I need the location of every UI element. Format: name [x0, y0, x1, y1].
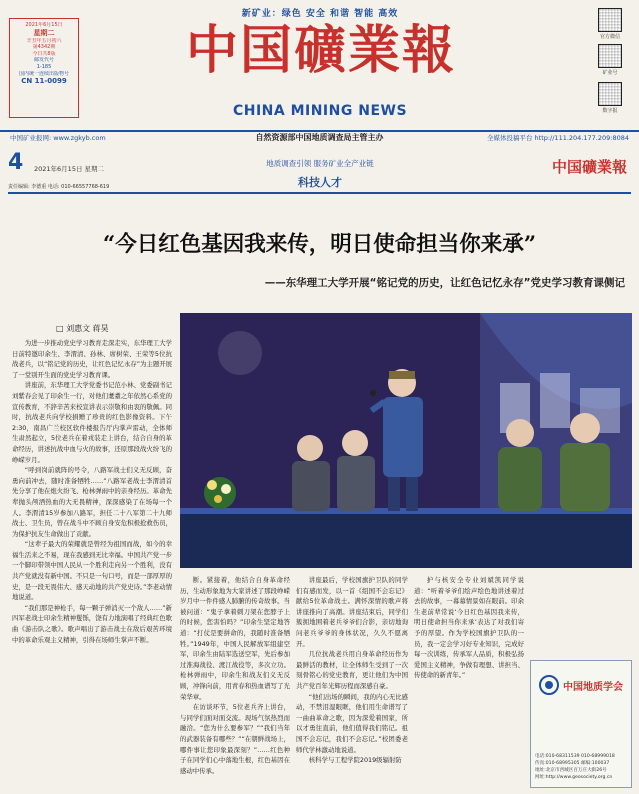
veterans-stage-photo-illustration: [180, 313, 632, 568]
article-column-1: [12, 338, 172, 790]
paragraph: 核科学与工程学院2019级辐射防: [308, 756, 402, 765]
paragraph: 讲座最后，学校国旗护卫队的同学们有感而发，以一首《组国不会忘记》献给5位革命战士。满怀深情的歌声将讲座推向了高潮。讲座结束后，同学们簇拥地围着老兵爷爷们合影，亲切地询问老兵爷爷的身体状况，久久不愿离开。: [296, 576, 408, 648]
qr-label-app: 矿业号: [602, 70, 618, 76]
article-subheadline: ——东华理工大学开展“铭记党的历史，让红色记忆永存”党史学习教育课侧记: [264, 277, 625, 289]
serial-number: CN 11-0099: [21, 77, 67, 86]
web-info-bar: [0, 130, 639, 144]
article-byline: □ 刘惠文 蒋昊: [56, 324, 109, 333]
page-date: 2021年6月15日 星期二: [34, 165, 105, 173]
ad-contact-info: [535, 753, 631, 781]
issue-lunar-date: 辛丑年五月初六: [26, 37, 62, 44]
paragraph: “我们那是神枪手，每一颗子弹消灭一个敌人……”新四军老战士印余生精神矍铄，饶有力地演唱了经典红色歌曲《游击队之歌》。歌声唱出了游击战士在敌后艰苦环境中的革命乐观主义精神，引得在场师生掌声不断。: [12, 603, 172, 644]
small-logo: 中国礦業報: [551, 158, 627, 176]
website-link[interactable]: 中国矿业报网: www.zgkyb.com: [10, 134, 106, 142]
paragraph: 断。紧接着，他结合自身革命经历，生动形象地为大家讲述了那段峥嵘岁月中一件件感人肺腑的传奇故事。当被问道：“鬼子拿着刺刀架在您脖子上的时候，您害怕吗？”印余生坚定地答道：“打仗是要拼命的，我随时准备牺牲。”1949年，中国人民解放军组建空军，印余生由陆军选送空军，先后参加过淮海战役、渡江战役等，多次立功。枪林弹雨中，印余生和战友们义无反顾，冲锋向前，用青春和热血谱写了光荣华章。: [180, 576, 290, 701]
article-column-2: [180, 575, 290, 790]
ad-address: 地址:北京市西城区百万庄大街26号: [535, 768, 607, 773]
paragraph: 护与核安全专业刘斌凯同学说道：“听着爷爷们绘声绘色地讲述着过去的故事，一幕幕情景如在眼前。印余生老前辈常说‘今日红色基因我来传，明日使命担当你来承’表达了对我们寄予的厚望。作为学校国旗护卫队的一员，我一定会学习好专业知识，完成好每一次训练，传承军人品质，积极弘扬爱国主义精神，争做有理想、讲担当、传使命的新青年。”: [414, 576, 524, 680]
society-logo-icon: [539, 675, 559, 695]
paragraph: “这辈子最大的荣耀就是曾经为祖国而战，如今的幸福生活来之不易，现在我感到无比幸福。中国共产党一步一个脚印带领中国人民从一个胜利走向另一个胜利，没有共产党就没有新中国。不只是一句口号，而是一部厚厚的史，是一段无畏伟大、感天动地的共产党史诗。”李老动情地说道。: [12, 540, 172, 602]
qr-label-digital: 数字报: [602, 108, 618, 114]
ad-fax: 传真:010-68995305 邮编:100037: [535, 761, 610, 766]
paragraph: “他们出场的瞬间，我的内心无比感动，不禁泪湿眼眶，他们用生命谱写了一曲曲革命之歌，因为深爱着国家，所以才勇往直前，他们值得我们铭记。祖国不会忘记，我们不会忘记。”校团委老师代学林激动地说道。: [296, 692, 408, 754]
section-title: 科技人才: [298, 176, 342, 189]
paragraph: 在访谈环节，5位老兵齐上讲台，与同学们面对面交流。现场气氛热烈而融洽。“您为什么要参军？”“我们当年的武器装备有哪些？”“在朝鲜战场上，哪件事让您印象最深刻？”……红色种子在同学们心中落地生根，红色基因在感动中传承。: [180, 703, 290, 775]
publisher-line: 自然资源部中国地质调查局主管主办: [255, 133, 384, 142]
serial-number-label: 国内统一连续出版物号: [18, 70, 69, 77]
article-headline: “今日红色基因我来传，明日使命担当你来承”: [102, 232, 537, 257]
postal-code: 1-185: [36, 63, 52, 70]
newspaper-title: 中国礦業報: [185, 20, 456, 81]
ad-website[interactable]: 网址:http://www.geosociety.org.cn: [535, 775, 613, 780]
qr-label-wechat: 官方微信: [599, 34, 620, 40]
header-divider: [8, 192, 631, 194]
ad-title: 中国地质学会: [563, 682, 623, 693]
qr-code-icon[interactable]: [598, 82, 622, 106]
issue-info-box: [9, 18, 79, 118]
issue-weekday: 星期二: [33, 28, 55, 37]
article-photo: [180, 313, 632, 568]
newspaper-title-en: CHINA MINING NEWS: [232, 103, 408, 119]
paragraph: “呼到岗前就阵的号令，八路军战士们义无反顾，奋勇向前冲去，随时准备牺牲……”八路军老战士李渭清首先分享了他在炮火纷飞、枪林弹雨中的亲身经历。革命先辈抛头颅洒热血的大无畏精神，深深感染了在场每一个人。李渭清15岁参加八路军，担任二十八军第二十九师战士、卫生员，曾在战斗中不顾自身安危积极抢救伤员，为保护抗友生命做出了贡献。: [12, 466, 172, 538]
page-editor: 责任编辑: 李德重 电话: 010-66557768-619: [8, 184, 110, 190]
article-column-3: [296, 575, 408, 790]
qr-code-icon[interactable]: [598, 8, 622, 32]
postal-code-label: 邮发代号: [33, 57, 54, 64]
issue-number: 第4342期: [32, 44, 56, 51]
paragraph: 几位抗战老兵用自身革命经历作为最鲜活的教材，让全体师生受到了一次刻骨铭心的党史教育，更让他们为中国共产党百年光辉历程而深感自豪。: [296, 650, 408, 690]
paragraph: 为进一步推动党史学习教育走深走实，东华理工大学日前特邀印余生、李渭清、孙林、席树荣、王荣等5位抗战老兵，以“铭记党的历史，让红色记忆永存”为主题开展了一堂别开生面的党史学习教育课。: [12, 339, 172, 379]
section-tagline: 地质调查引领 服务矿业全产业链: [266, 159, 374, 168]
paragraph: 讲座前，东华理工大学党委书记范小林、党委副书记刘紫春会见了印余生一行，对他们耄耋之年依然心系党的宣传教育，不辞辛苦来校宣讲表示崇敬和由衷的敬佩。同时，抗战老兵向学校捐赠了珍贵的红色影像资料。下午2:30，南昌广兰校区软件楼报告厅内掌声雷动，全体师生肃然起立，5位老兵在着戎装走上讲台，结合自身的革命经历，讲述抗战中血与火的故事，还原那段战火纷飞的峥嵘岁月。: [12, 381, 172, 464]
issue-date: 2021年6月15日: [25, 22, 63, 28]
qr-code-icon[interactable]: [598, 44, 622, 68]
article-column-4: [414, 575, 524, 790]
geological-society-ad[interactable]: [530, 660, 632, 788]
issue-pages: 今日共8版: [32, 50, 56, 57]
ad-phone: 电话:010-68311539 010-68999018: [535, 754, 615, 759]
masthead-slogan: 新矿业：绿色 安全 和谐 智能 高效: [241, 9, 399, 19]
submission-link[interactable]: 全媒体投稿平台 http://111.204.177.209:8084: [486, 134, 629, 142]
page-number: 4: [8, 150, 24, 175]
